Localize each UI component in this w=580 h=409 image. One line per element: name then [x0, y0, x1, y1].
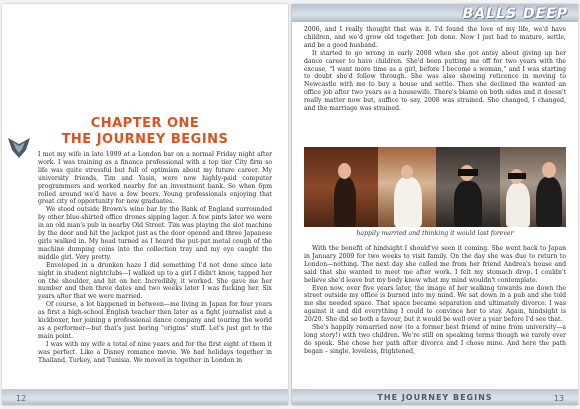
censor-bar — [508, 173, 526, 179]
groom-figure — [334, 177, 356, 227]
wedding-photo — [304, 147, 566, 227]
left-body-text — [38, 151, 272, 364]
paragraph: I met my wife in late 1999 at a London bar on a normal Friday night after work. I was training as a finance professional with a top tier City firm so life was quite stressful but full of optimism about my future career. My university friends, Tim and Yasin, were now highly-paid computer programmers and worked nearby for an investment bank. So when 6pm rolled around we'd have a few beers. Young professionals enjoying that great city of opportunity for new graduates. — [38, 151, 272, 206]
paragraph: 2006, and I really thought that was it. I'd found the love of my life, we'd have children, and we'd grow old together. Job done. Now I just had to mature, settle, and be a good husband. — [304, 26, 566, 49]
paragraph: She's happily remarried now (to a former best friend of mine from university—a long story!) with two children. We're still on speaking terms though we rarely ever do speak. She chose her path after divorce and I chose mine. And here the path began – single, loveless, frightened, — [304, 324, 566, 355]
paragraph: I was with my wife a total of nine years and for the first eight of them it was perfect. Like a Disney romance movie. We had holidays together in Thailand, Turkey, and Tunisia. We moved in together in London in — [38, 340, 272, 364]
face — [338, 163, 351, 179]
person-figure — [454, 181, 482, 227]
photo-panel — [304, 147, 378, 227]
page-number: 12 — [16, 394, 27, 403]
censor-bar — [458, 169, 478, 176]
right-body-text-bottom — [304, 245, 566, 356]
right-body-text-top — [304, 26, 566, 113]
face — [542, 162, 556, 178]
left-page — [2, 4, 288, 405]
groom-figure — [536, 177, 562, 227]
paragraph: Even now, over five years later, the image of her walking towards me down the street outside my office is burned into my mind. We sat down in a pub and she told me she needed space. That space became separation and ultimately divorce. I was against it and did everything I could to convince her to stay. Again, hindsight is 20/20. She did so both a favour, but it would be well over a year before I'd see that. — [304, 284, 566, 324]
paragraph: We stood outside Brown's wine bar by the Bank of England surrounded by other blue-shirted office drones sipping lager. A few pints later we were in an old man's pub in nearby Old Street. Tim was playing the slot machine by the door and hit the jackpot just as the door opened and three Japanese girls walked in. My head turned as I heard the put-put metal cough of the machine dumping coins into the collection tray and my eye caught the middle girl. Very pretty. — [38, 206, 272, 261]
chapter-title: THE JOURNEY BEGINS — [61, 132, 229, 147]
photo-caption: happily married and thinking it would last forever — [356, 230, 514, 237]
chapter-number: CHAPTER ONE — [90, 116, 200, 131]
face — [401, 165, 413, 179]
paragraph: It started to go wrong in early 2008 when she got antsy about giving up her dance career to have children. She'd been putting me off for two years with the excuse, "I want more time as a girl, before I become a woman," and I was starting to doubt she'd follow through. She was also showing reticence in moving to Newcastle with me to buy a house and settle. Then she declined the wanted an office job after two years as a housewife. There's blame on both sides and it doesn't really matter now but, suffice to say, 2008 was strained. She changed, I changed, and the marriage was strained. — [304, 49, 566, 113]
photo-panel — [378, 147, 436, 227]
paragraph: With the benefit of hindsight I should've seen it coming. She went back to Japan in January 2009 for two weeks to visit family. On the day she was due to return to London—nothing. The next day she called me from her friend Andrea's house and said that she wanted to meet me after work. I felt my stomach drop. I couldn't believe she'd leave but my body knew what my mind wouldn't contemplate. — [304, 245, 566, 284]
paragraph: Enveloped in a drunken haze I did something I'd not done since late night in student nightclubs—I walked up to a girl I didn't know, tapped her on the shoulder, and hit on her. Incredibly, it worked. She gave me her number and then three dates and two weeks later I was fucking her. Six years after that we were married. — [38, 261, 272, 301]
photo-panel — [436, 147, 500, 227]
page-number: 13 — [553, 394, 564, 403]
footer-bar — [2, 389, 288, 405]
brand-logo: BALLS DEEP — [462, 6, 568, 22]
photo-panel — [500, 147, 566, 227]
paragraph: Of course, a lot happened in between—me living in Japan for four years as first a high-school English teacher then later as a fight journalist and a kickboxer, her joining a professional dance company and touring the world as a performer—but that's just boring "origins" stuff. Let's just get to the main point. — [38, 301, 272, 340]
right-page — [292, 4, 578, 405]
bride-figure — [394, 177, 422, 227]
bride-figure — [506, 183, 530, 227]
footer-title: THE JOURNEY BEGINS — [377, 393, 493, 402]
